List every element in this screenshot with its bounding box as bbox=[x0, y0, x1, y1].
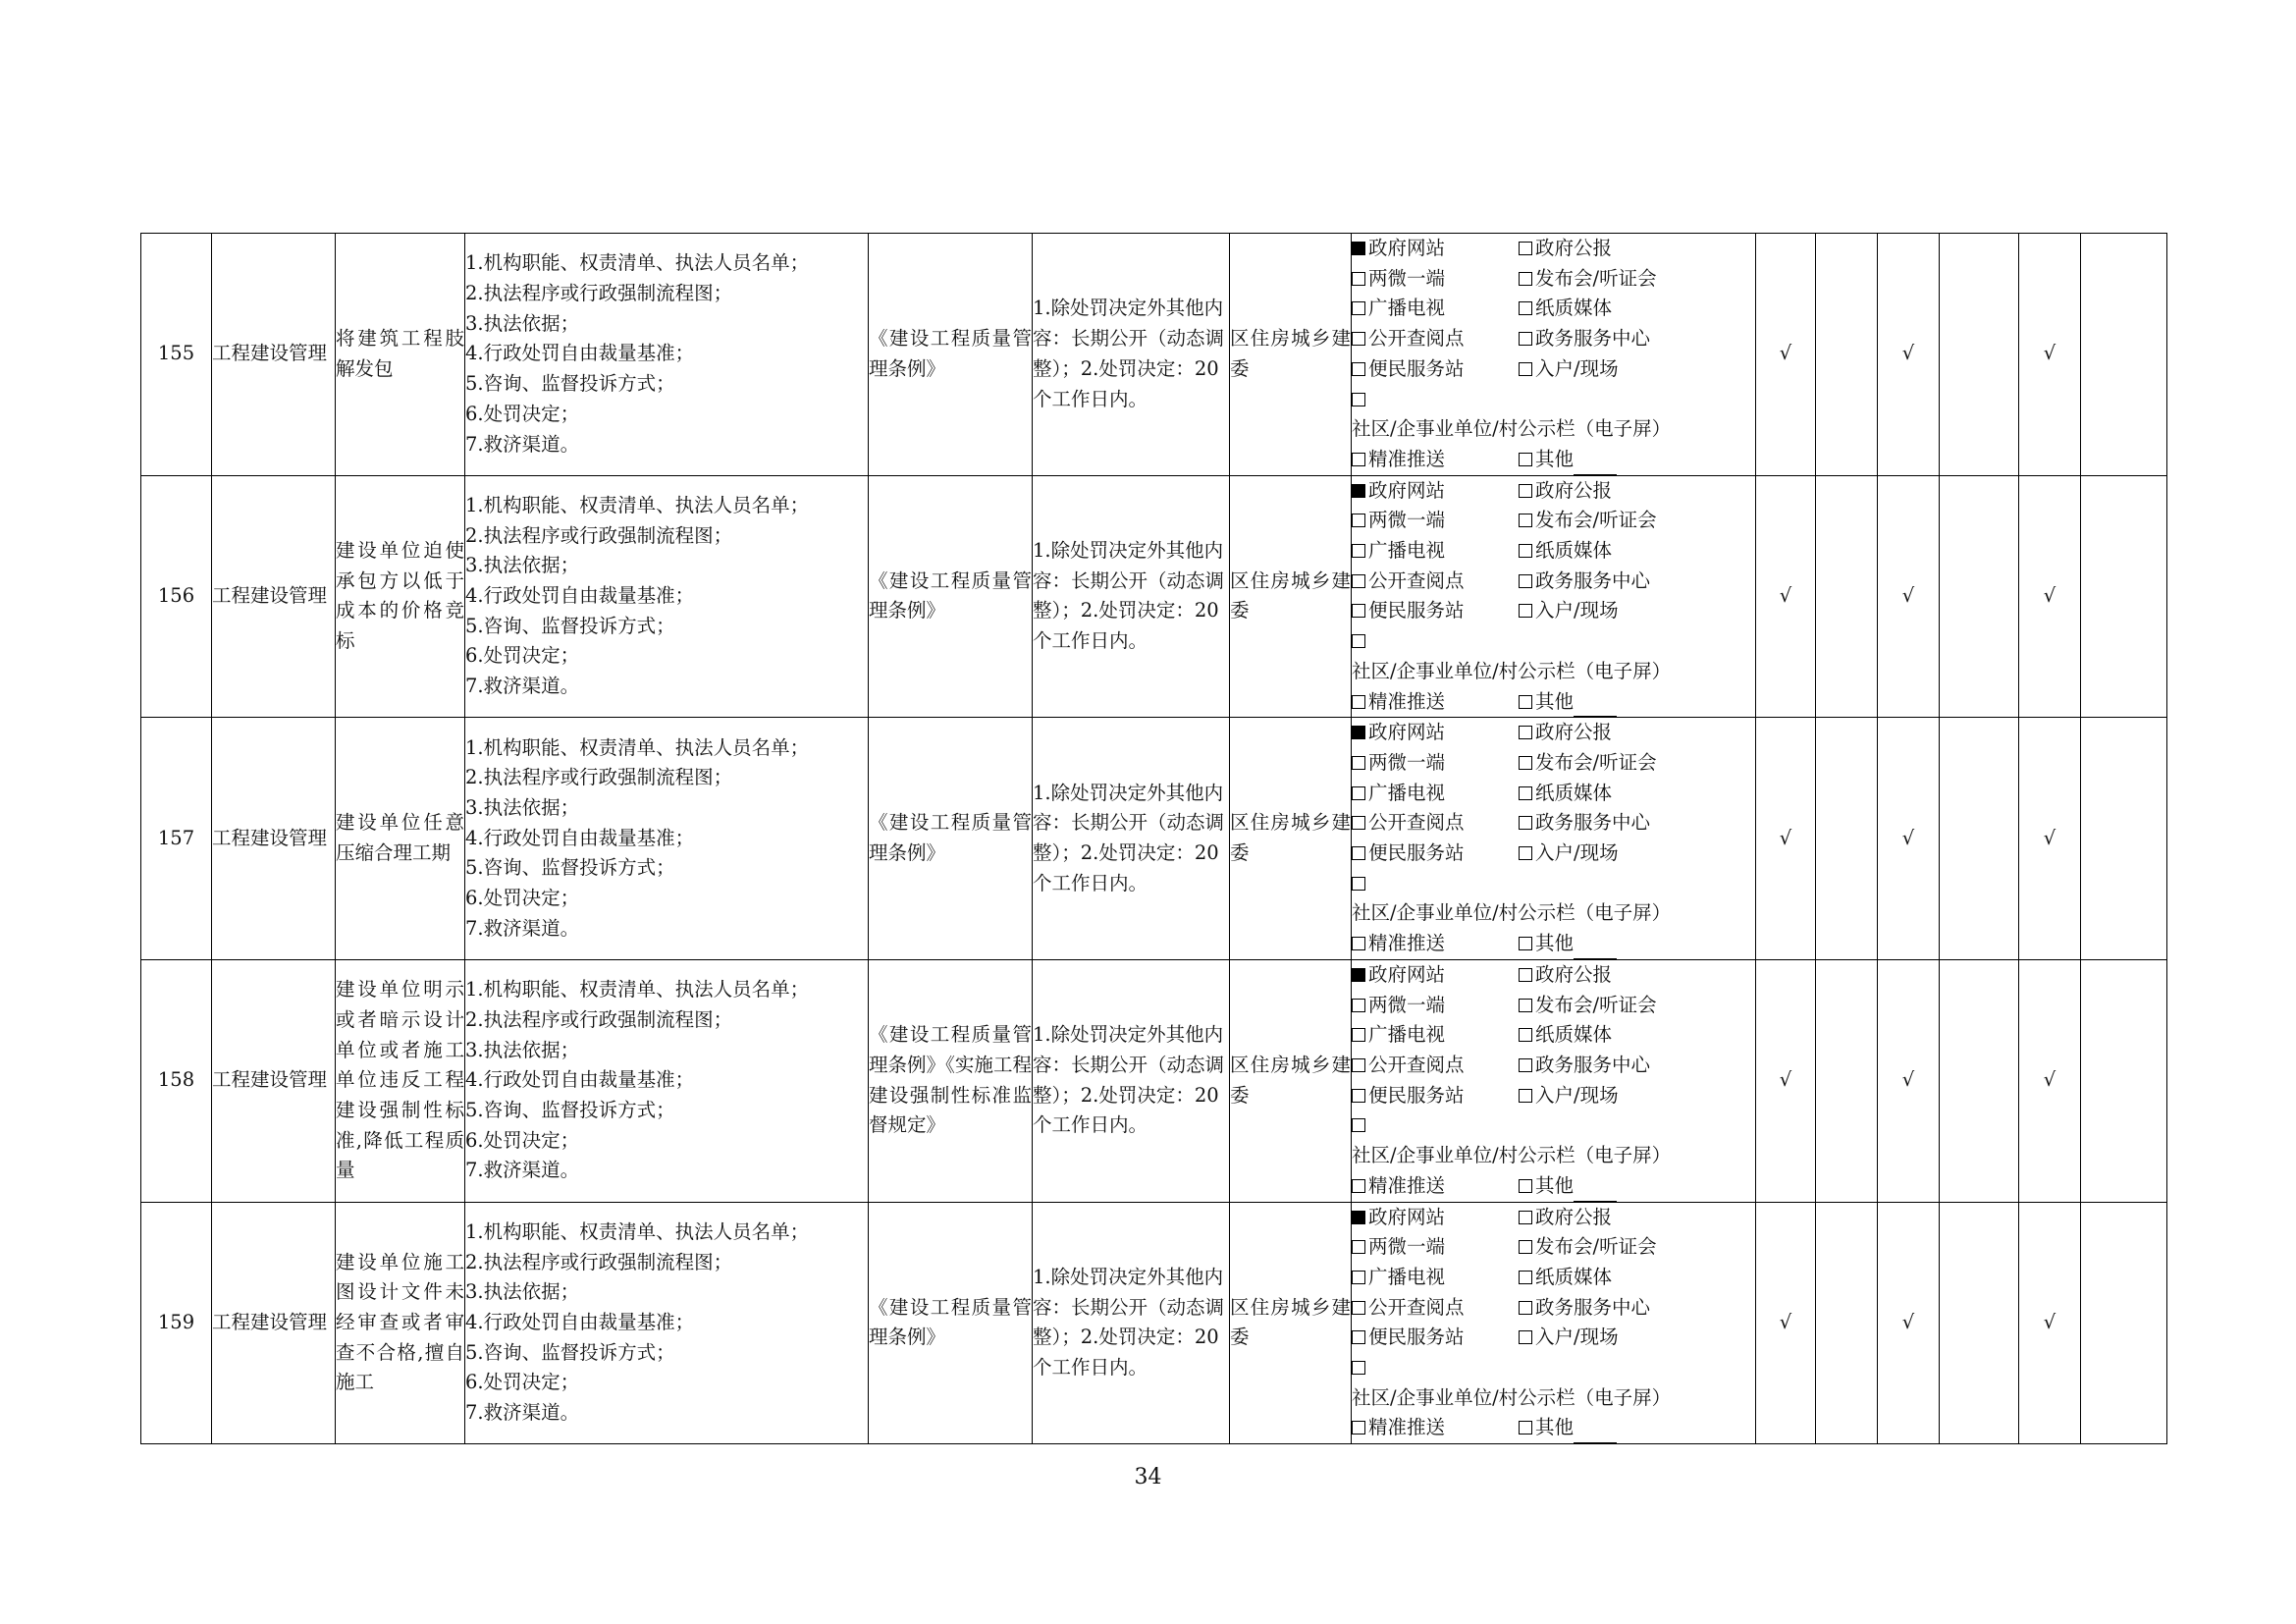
checkbox-icon bbox=[1519, 786, 1532, 800]
matter-text: 建设单位迫使承包方以低于成本的价格竞标 bbox=[336, 539, 464, 653]
checkbox-icon bbox=[1519, 1240, 1532, 1254]
table-row bbox=[141, 718, 2167, 960]
checkbox-icon bbox=[1519, 1089, 1532, 1103]
checkbox-icon bbox=[1519, 272, 1532, 286]
checkbox-icon bbox=[1352, 1179, 1365, 1193]
category-cell bbox=[212, 234, 336, 476]
channel-public-reading[interactable]: 公开查阅点 bbox=[1352, 1293, 1519, 1324]
channel-two-micro[interactable]: 两微一端 bbox=[1352, 506, 1519, 536]
row-number: 156 bbox=[141, 475, 212, 718]
basis-text: 《建设工程质量管理条例》《实施工程建设强制性标准监督规定》 bbox=[869, 1023, 1032, 1137]
checkbox-icon bbox=[1519, 756, 1532, 770]
timing-text: 1.除处罚决定外其他内容：长期公开（动态调整）；2.处罚决定：20个工作日内。 bbox=[1033, 297, 1225, 410]
channel-broadcast[interactable]: 广播电视 bbox=[1352, 779, 1519, 809]
checkbox-icon bbox=[1352, 1271, 1365, 1284]
checkbox-checked-icon bbox=[1352, 242, 1365, 255]
matter-cell bbox=[336, 718, 465, 960]
basis-cell bbox=[869, 475, 1033, 718]
dept-text: 区住房城乡建委 bbox=[1230, 568, 1351, 623]
checkbox-checked-icon bbox=[1352, 1211, 1365, 1224]
basis-cell bbox=[869, 959, 1033, 1202]
channel-public-reading[interactable]: 公开查阅点 bbox=[1352, 324, 1519, 354]
channel-bulletin[interactable]: 社区/企事业单位/村公示栏（电子屏） bbox=[1352, 1353, 1685, 1413]
checkbox-checked-icon bbox=[1352, 726, 1365, 739]
category-cell bbox=[212, 475, 336, 718]
timing-cell bbox=[1033, 718, 1230, 960]
channel-other[interactable]: 其他 bbox=[1519, 445, 1685, 475]
channel-other[interactable]: 其他 bbox=[1519, 1171, 1685, 1202]
page-number: 34 bbox=[1134, 1465, 1162, 1489]
checkbox-icon bbox=[1519, 999, 1532, 1012]
row-number: 158 bbox=[141, 959, 212, 1202]
content-item: 5.咨询、监督投诉方式； bbox=[465, 1099, 675, 1122]
channel-gov-website[interactable]: 政府网站 bbox=[1352, 960, 1519, 991]
timing-cell bbox=[1033, 1202, 1230, 1444]
checkbox-icon bbox=[1352, 1058, 1365, 1072]
tick-cell bbox=[1940, 1202, 2019, 1444]
basis-text: 《建设工程质量管理条例》 bbox=[869, 811, 1032, 865]
category-cell bbox=[212, 1202, 336, 1444]
content-item: 1.机构职能、权责清单、执法人员名单； bbox=[465, 493, 810, 516]
dept-cell bbox=[1230, 959, 1352, 1202]
content-item: 6.处罚决定； bbox=[465, 1128, 580, 1152]
content-cell bbox=[465, 718, 869, 960]
channel-press-conf[interactable]: 发布会/听证会 bbox=[1519, 748, 1685, 779]
checkbox-icon bbox=[1519, 1330, 1532, 1344]
dept-cell bbox=[1230, 1202, 1352, 1444]
matter-cell bbox=[336, 475, 465, 718]
tick-cell bbox=[2081, 475, 2167, 718]
channel-grid bbox=[1352, 1203, 1755, 1444]
checkbox-icon bbox=[1519, 968, 1532, 982]
content-item: 7.救济渠道。 bbox=[465, 916, 580, 940]
checkbox-icon bbox=[1352, 301, 1365, 315]
dept-cell bbox=[1230, 718, 1352, 960]
content-item: 5.咨询、监督投诉方式； bbox=[465, 372, 675, 396]
content-cell bbox=[465, 475, 869, 718]
tick-cell: √ bbox=[1756, 1202, 1816, 1444]
tick-cell: √ bbox=[2019, 1202, 2081, 1444]
channels-cell bbox=[1352, 959, 1756, 1202]
basis-text: 《建设工程质量管理条例》 bbox=[869, 1295, 1032, 1349]
channel-service-station[interactable]: 便民服务站 bbox=[1352, 354, 1519, 385]
checkbox-icon bbox=[1352, 937, 1365, 950]
checkbox-icon bbox=[1519, 301, 1532, 315]
checkbox-icon bbox=[1352, 1421, 1365, 1435]
channel-precise-push[interactable]: 精准推送 bbox=[1352, 1171, 1519, 1202]
tick-cell bbox=[2081, 1202, 2167, 1444]
channel-gov-gazette[interactable]: 政府公报 bbox=[1519, 234, 1685, 264]
tick-cell: √ bbox=[2019, 959, 2081, 1202]
tick-cell bbox=[1940, 718, 2019, 960]
channels-cell bbox=[1352, 1202, 1756, 1444]
channel-grid bbox=[1352, 960, 1755, 1202]
tick-cell bbox=[2081, 234, 2167, 476]
tick-cell bbox=[1816, 1202, 1878, 1444]
matter-text: 建设单位明示或者暗示设计单位或者施工单位违反工程建设强制性标准,降低工程质量 bbox=[336, 978, 464, 1182]
checkbox-icon bbox=[1352, 1089, 1365, 1103]
checkbox-icon bbox=[1519, 574, 1532, 588]
channel-gov-gazette[interactable]: 政府公报 bbox=[1519, 476, 1685, 507]
other-blank-line bbox=[1574, 1183, 1617, 1202]
channel-two-micro[interactable]: 两微一端 bbox=[1352, 748, 1519, 779]
channel-public-reading[interactable]: 公开查阅点 bbox=[1352, 1051, 1519, 1081]
content-item: 2.执法程序或行政强制流程图； bbox=[465, 1250, 733, 1273]
checkbox-icon bbox=[1352, 877, 1365, 891]
timing-text: 1.除处罚决定外其他内容：长期公开（动态调整）；2.处罚决定：20个工作日内。 bbox=[1033, 1265, 1225, 1380]
checkbox-icon bbox=[1352, 332, 1365, 346]
matter-text: 建设单位施工图设计文件未经审查或者审查不合格,擅自施工 bbox=[336, 1250, 464, 1394]
checkbox-icon bbox=[1519, 726, 1532, 739]
basis-text: 《建设工程质量管理条例》 bbox=[869, 327, 1032, 380]
channel-precise-push[interactable]: 精准推送 bbox=[1352, 1413, 1519, 1443]
checkbox-icon bbox=[1352, 272, 1365, 286]
channel-print-media[interactable]: 纸质媒体 bbox=[1519, 779, 1685, 809]
checkbox-icon bbox=[1519, 604, 1532, 618]
content-item: 4.行政处罚自由裁量基准； bbox=[465, 1068, 695, 1092]
channel-precise-push[interactable]: 精准推送 bbox=[1352, 445, 1519, 475]
channel-gov-website[interactable]: 政府网站 bbox=[1352, 1203, 1519, 1233]
checkbox-icon bbox=[1352, 1330, 1365, 1344]
tick-cell: √ bbox=[1878, 475, 1940, 718]
checkbox-icon bbox=[1519, 242, 1532, 255]
checkbox-icon bbox=[1519, 816, 1532, 830]
channels-cell bbox=[1352, 718, 1756, 960]
checkbox-icon bbox=[1519, 846, 1532, 860]
other-blank-line bbox=[1574, 698, 1617, 717]
category-text: 工程建设管理 bbox=[212, 342, 328, 365]
channel-other[interactable]: 其他 bbox=[1519, 929, 1685, 959]
content-item: 6.处罚决定； bbox=[465, 887, 580, 910]
channel-two-micro[interactable]: 两微一端 bbox=[1352, 264, 1519, 295]
other-blank-line bbox=[1574, 1425, 1617, 1443]
content-item: 1.机构职能、权责清单、执法人员名单； bbox=[465, 978, 810, 1001]
tick-cell bbox=[2081, 718, 2167, 960]
checkbox-checked-icon bbox=[1352, 968, 1365, 982]
tick-cell: √ bbox=[1878, 234, 1940, 476]
content-item: 6.处罚决定； bbox=[465, 644, 580, 668]
checkbox-icon bbox=[1352, 1028, 1365, 1042]
tick-cell bbox=[1940, 475, 2019, 718]
content-item: 1.机构职能、权责清单、执法人员名单； bbox=[465, 735, 810, 759]
tick-cell bbox=[1816, 475, 1878, 718]
checkbox-icon bbox=[1519, 514, 1532, 527]
tick-cell: √ bbox=[2019, 718, 2081, 960]
checkbox-icon bbox=[1519, 1211, 1532, 1224]
checkbox-icon bbox=[1352, 634, 1365, 648]
disclosure-table bbox=[140, 233, 2167, 1444]
checkbox-icon bbox=[1352, 362, 1365, 376]
basis-text: 《建设工程质量管理条例》 bbox=[869, 568, 1032, 623]
channel-two-micro[interactable]: 两微一端 bbox=[1352, 1232, 1519, 1263]
channel-gov-gazette[interactable]: 政府公报 bbox=[1519, 960, 1685, 991]
matter-text: 将建筑工程肢解发包 bbox=[336, 327, 464, 380]
channel-broadcast[interactable]: 广播电视 bbox=[1352, 1020, 1519, 1051]
dept-text: 区住房城乡建委 bbox=[1230, 1295, 1351, 1349]
content-item: 2.执法程序或行政强制流程图； bbox=[465, 523, 733, 547]
checkbox-icon bbox=[1519, 695, 1532, 709]
tick-cell: √ bbox=[1756, 959, 1816, 1202]
channel-precise-push[interactable]: 精准推送 bbox=[1352, 687, 1519, 718]
table-row bbox=[141, 475, 2167, 718]
content-cell bbox=[465, 959, 869, 1202]
checkbox-icon bbox=[1519, 1028, 1532, 1042]
basis-cell bbox=[869, 1202, 1033, 1444]
dept-text: 区住房城乡建委 bbox=[1230, 811, 1351, 865]
content-item: 7.救济渠道。 bbox=[465, 1159, 580, 1182]
checkbox-icon bbox=[1519, 1058, 1532, 1072]
channel-door-to-door[interactable]: 入户/现场 bbox=[1519, 1323, 1685, 1353]
channel-service-station[interactable]: 便民服务站 bbox=[1352, 1081, 1519, 1111]
channel-press-conf[interactable]: 发布会/听证会 bbox=[1519, 1232, 1685, 1263]
table-row bbox=[141, 234, 2167, 476]
tick-cell: √ bbox=[1878, 718, 1940, 960]
checkbox-checked-icon bbox=[1352, 484, 1365, 498]
channel-door-to-door[interactable]: 入户/现场 bbox=[1519, 354, 1685, 385]
timing-text: 1.除处罚决定外其他内容：长期公开（动态调整）；2.处罚决定：20个工作日内。 bbox=[1033, 539, 1225, 653]
checkbox-icon bbox=[1519, 1421, 1532, 1435]
dept-cell bbox=[1230, 234, 1352, 476]
channel-public-reading[interactable]: 公开查阅点 bbox=[1352, 808, 1519, 839]
timing-cell bbox=[1033, 234, 1230, 476]
channel-bulletin[interactable]: 社区/企事业单位/村公示栏（电子屏） bbox=[1352, 1110, 1685, 1170]
checkbox-icon bbox=[1519, 1179, 1532, 1193]
row-number: 159 bbox=[141, 1202, 212, 1444]
tick-cell bbox=[1816, 718, 1878, 960]
content-item: 5.咨询、监督投诉方式； bbox=[465, 856, 675, 880]
tick-cell bbox=[1940, 234, 2019, 476]
content-item: 1.机构职能、权责清单、执法人员名单； bbox=[465, 1219, 810, 1243]
checkbox-icon bbox=[1352, 756, 1365, 770]
content-cell bbox=[465, 234, 869, 476]
timing-text: 1.除处罚决定外其他内容：长期公开（动态调整）；2.处罚决定：20个工作日内。 bbox=[1033, 781, 1225, 894]
checkbox-icon bbox=[1352, 574, 1365, 588]
checkbox-icon bbox=[1352, 1118, 1365, 1132]
checkbox-icon bbox=[1352, 393, 1365, 406]
content-cell bbox=[465, 1202, 869, 1444]
channel-gov-website[interactable]: 政府网站 bbox=[1352, 234, 1519, 264]
channel-broadcast[interactable]: 广播电视 bbox=[1352, 1263, 1519, 1293]
channel-service-center[interactable]: 政务服务中心 bbox=[1519, 1293, 1685, 1324]
checkbox-icon bbox=[1352, 846, 1365, 860]
timing-cell bbox=[1033, 475, 1230, 718]
content-item: 5.咨询、监督投诉方式； bbox=[465, 1340, 675, 1364]
channel-other[interactable]: 其他 bbox=[1519, 1413, 1685, 1443]
content-item: 7.救济渠道。 bbox=[465, 675, 580, 698]
content-item: 1.机构职能、权责清单、执法人员名单； bbox=[465, 251, 810, 275]
checkbox-icon bbox=[1352, 604, 1365, 618]
channel-bulletin[interactable]: 社区/企事业单位/村公示栏（电子屏） bbox=[1352, 626, 1685, 686]
tick-cell: √ bbox=[1878, 959, 1940, 1202]
channel-door-to-door[interactable]: 入户/现场 bbox=[1519, 596, 1685, 626]
category-text: 工程建设管理 bbox=[212, 1310, 328, 1333]
tick-cell bbox=[1816, 234, 1878, 476]
channel-print-media[interactable]: 纸质媒体 bbox=[1519, 536, 1685, 567]
timing-text: 1.除处罚决定外其他内容：长期公开（动态调整）；2.处罚决定：20个工作日内。 bbox=[1033, 1023, 1225, 1137]
matter-text: 建设单位任意压缩合理工期 bbox=[336, 811, 464, 865]
checkbox-icon bbox=[1519, 362, 1532, 376]
channel-service-center[interactable]: 政务服务中心 bbox=[1519, 567, 1685, 597]
channel-precise-push[interactable]: 精准推送 bbox=[1352, 929, 1519, 959]
checkbox-icon bbox=[1519, 453, 1532, 466]
content-item: 2.执法程序或行政强制流程图； bbox=[465, 1007, 733, 1031]
checkbox-icon bbox=[1519, 1301, 1532, 1315]
other-blank-line bbox=[1574, 457, 1617, 475]
tick-cell bbox=[2081, 959, 2167, 1202]
checkbox-icon bbox=[1352, 544, 1365, 558]
channel-other[interactable]: 其他 bbox=[1519, 687, 1685, 718]
tick-cell: √ bbox=[2019, 475, 2081, 718]
checkbox-icon bbox=[1352, 695, 1365, 709]
dept-text: 区住房城乡建委 bbox=[1230, 1053, 1351, 1107]
content-item: 2.执法程序或行政强制流程图； bbox=[465, 282, 733, 305]
channel-public-reading[interactable]: 公开查阅点 bbox=[1352, 567, 1519, 597]
checkbox-icon bbox=[1519, 484, 1532, 498]
channel-grid bbox=[1352, 718, 1755, 959]
row-number: 157 bbox=[141, 718, 212, 960]
other-blank-line bbox=[1574, 941, 1617, 959]
content-item: 5.咨询、监督投诉方式； bbox=[465, 614, 675, 637]
basis-cell bbox=[869, 718, 1033, 960]
checkbox-icon bbox=[1519, 332, 1532, 346]
checkbox-icon bbox=[1352, 816, 1365, 830]
channel-bulletin[interactable]: 社区/企事业单位/村公示栏（电子屏） bbox=[1352, 385, 1685, 445]
channel-print-media[interactable]: 纸质媒体 bbox=[1519, 1020, 1685, 1051]
content-item: 3.执法依据； bbox=[465, 796, 580, 819]
channel-grid bbox=[1352, 234, 1755, 475]
content-item: 3.执法依据； bbox=[465, 1280, 580, 1304]
channel-service-center[interactable]: 政务服务中心 bbox=[1519, 324, 1685, 354]
category-text: 工程建设管理 bbox=[212, 584, 328, 608]
channels-cell bbox=[1352, 475, 1756, 718]
matter-cell bbox=[336, 959, 465, 1202]
channel-broadcast[interactable]: 广播电视 bbox=[1352, 294, 1519, 324]
content-item: 6.处罚决定； bbox=[465, 402, 580, 425]
tick-cell: √ bbox=[1756, 718, 1816, 960]
checkbox-icon bbox=[1352, 1240, 1365, 1254]
tick-cell: √ bbox=[2019, 234, 2081, 476]
dept-cell bbox=[1230, 475, 1352, 718]
checkbox-icon bbox=[1519, 1271, 1532, 1284]
channel-bulletin[interactable]: 社区/企事业单位/村公示栏（电子屏） bbox=[1352, 869, 1685, 929]
checkbox-icon bbox=[1352, 1361, 1365, 1375]
tick-cell bbox=[1816, 959, 1878, 1202]
checkbox-icon bbox=[1519, 937, 1532, 950]
checkbox-icon bbox=[1352, 453, 1365, 466]
table-row bbox=[141, 1202, 2167, 1444]
channel-print-media[interactable]: 纸质媒体 bbox=[1519, 1263, 1685, 1293]
content-item: 3.执法依据； bbox=[465, 1038, 580, 1061]
checkbox-icon bbox=[1352, 786, 1365, 800]
channel-gov-gazette[interactable]: 政府公报 bbox=[1519, 1203, 1685, 1233]
category-text: 工程建设管理 bbox=[212, 1068, 328, 1092]
channel-service-center[interactable]: 政务服务中心 bbox=[1519, 808, 1685, 839]
tick-cell: √ bbox=[1756, 475, 1816, 718]
channel-door-to-door[interactable]: 入户/现场 bbox=[1519, 839, 1685, 869]
content-item: 4.行政处罚自由裁量基准； bbox=[465, 584, 695, 608]
tick-cell: √ bbox=[1878, 1202, 1940, 1444]
category-cell bbox=[212, 959, 336, 1202]
channel-service-station[interactable]: 便民服务站 bbox=[1352, 839, 1519, 869]
content-item: 4.行政处罚自由裁量基准； bbox=[465, 826, 695, 849]
content-item: 6.处罚决定； bbox=[465, 1371, 580, 1394]
content-item: 3.执法依据； bbox=[465, 311, 580, 335]
tick-cell: √ bbox=[1756, 234, 1816, 476]
basis-cell bbox=[869, 234, 1033, 476]
content-item: 4.行政处罚自由裁量基准； bbox=[465, 1310, 695, 1333]
content-item: 2.执法程序或行政强制流程图； bbox=[465, 766, 733, 789]
channel-service-station[interactable]: 便民服务站 bbox=[1352, 1323, 1519, 1353]
checkbox-icon bbox=[1352, 999, 1365, 1012]
content-item: 4.行政处罚自由裁量基准； bbox=[465, 342, 695, 365]
channel-print-media[interactable]: 纸质媒体 bbox=[1519, 294, 1685, 324]
channel-press-conf[interactable]: 发布会/听证会 bbox=[1519, 991, 1685, 1021]
table-row bbox=[141, 959, 2167, 1202]
channel-door-to-door[interactable]: 入户/现场 bbox=[1519, 1081, 1685, 1111]
channel-gov-website[interactable]: 政府网站 bbox=[1352, 476, 1519, 507]
category-cell bbox=[212, 718, 336, 960]
category-text: 工程建设管理 bbox=[212, 826, 328, 849]
checkbox-icon bbox=[1352, 514, 1365, 527]
content-item: 3.执法依据； bbox=[465, 554, 580, 577]
channel-service-station[interactable]: 便民服务站 bbox=[1352, 596, 1519, 626]
dept-text: 区住房城乡建委 bbox=[1230, 327, 1351, 380]
channel-two-micro[interactable]: 两微一端 bbox=[1352, 991, 1519, 1021]
channel-broadcast[interactable]: 广播电视 bbox=[1352, 536, 1519, 567]
checkbox-icon bbox=[1352, 1301, 1365, 1315]
matter-cell bbox=[336, 234, 465, 476]
channel-grid bbox=[1352, 476, 1755, 718]
channel-press-conf[interactable]: 发布会/听证会 bbox=[1519, 506, 1685, 536]
checkbox-icon bbox=[1519, 544, 1532, 558]
matter-cell bbox=[336, 1202, 465, 1444]
channel-gov-gazette[interactable]: 政府公报 bbox=[1519, 718, 1685, 748]
tick-cell bbox=[1940, 959, 2019, 1202]
channel-press-conf[interactable]: 发布会/听证会 bbox=[1519, 264, 1685, 295]
content-item: 7.救济渠道。 bbox=[465, 432, 580, 456]
channel-gov-website[interactable]: 政府网站 bbox=[1352, 718, 1519, 748]
row-number: 155 bbox=[141, 234, 212, 476]
channels-cell bbox=[1352, 234, 1756, 476]
timing-cell bbox=[1033, 959, 1230, 1202]
content-item: 7.救济渠道。 bbox=[465, 1401, 580, 1425]
channel-service-center[interactable]: 政务服务中心 bbox=[1519, 1051, 1685, 1081]
